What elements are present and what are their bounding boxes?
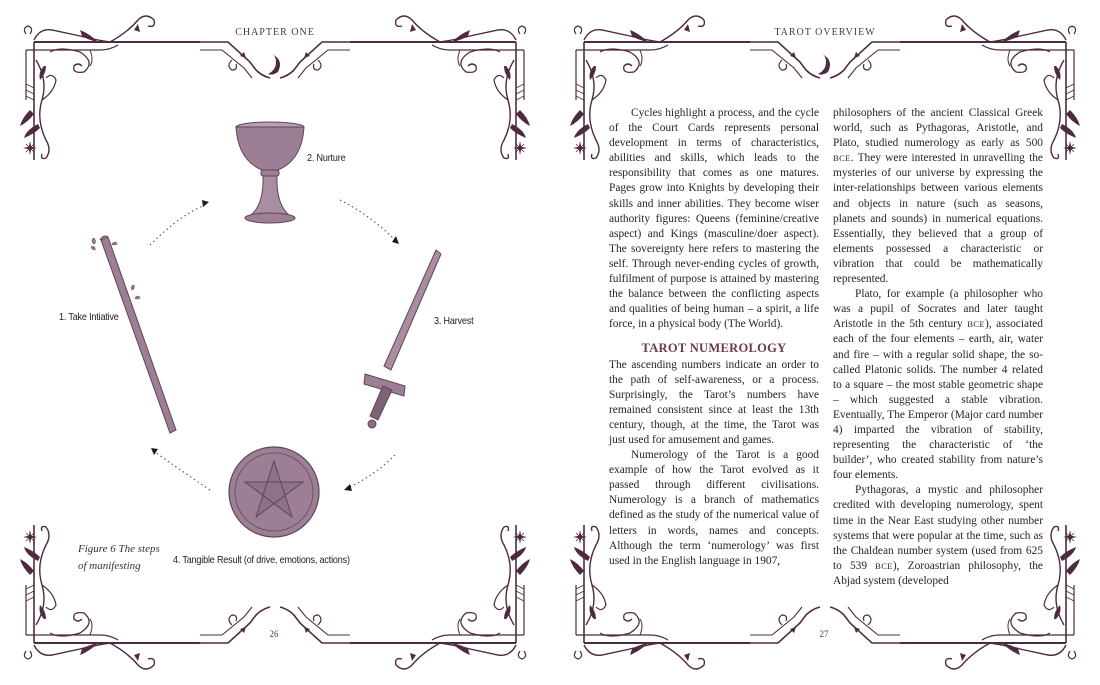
figure-caption <box>78 541 198 575</box>
step-label-harvest: 3. Harvest <box>434 315 474 327</box>
arrow-2-to-3 <box>340 200 395 240</box>
paragraph <box>833 106 1043 287</box>
figure-caption-line1: Figure 6 The steps <box>78 543 160 555</box>
era-abbreviation: BCE <box>833 153 851 164</box>
staff-icon <box>91 236 176 433</box>
text-run: ), Zoroastrian philosophy, the Abjad system (developed <box>833 559 1043 587</box>
chalice-icon <box>236 122 304 223</box>
paragraph: The ascending numbers indicate an order to the path of self-awareness, or a process. Surprisingly, the Tarot’s numbers have remained consistent since at least the 13th century, though, at the time, the Tarot was just used for amusement and games. <box>609 358 819 446</box>
paragraph <box>833 483 1043 589</box>
era-abbreviation: BCE <box>967 319 985 330</box>
paragraph: Numerology of the Tarot is a good example of how the Tarot evolved as it passed through different civilisations. Numerology is a branch of mathematics defined as the study of the numerical value of letters in words, names and concepts. Although the term ‘numerology’ was first used in the English language in 1907, <box>609 449 819 567</box>
arrow-4-to-1 <box>155 452 210 490</box>
figure-caption-line2: of manifesting <box>78 560 141 572</box>
step-label-take-initiative: 1. Take Intiative <box>59 311 119 323</box>
text-run: ), associated each of the four elements – earth, air, water and fire – with a regular solid shape, the so-called Platonic solids. The number 4 related to a square – the most stable geometric shape – which suggested a stable vibration. Eventually, The Emperor (Major card number 4) imparted the vibration of stability, representing the characteristic of ‘the builder’, who created stability from nature’s four elements. <box>833 318 1043 482</box>
arrowhead-icon <box>202 200 209 207</box>
text-column-1 <box>609 106 819 569</box>
page-number: 27 <box>819 629 829 639</box>
paragraph: Cycles highlight a process, and the cycle of the Court Cards represents personal development in terms of characteristics, abilities and skills, which leads to the responsibility that comes as one matures. Pages grow into Knights by developing their skills and inner abilities. They become wiser authority figures: Queens (feminine/creative aspect) and Kings (masculine/doer aspect). The sovereignty here refers to mastering the self. Through never-ending cycles of growth, fulfilment of purpose is attained by mastering the balance between the conflicting aspects and qualities of being human – a spirit, a life force, in a physical body (The World). <box>609 107 819 331</box>
step-label-tangible-result: 4. Tangible Result (of drive, emotions, actions) <box>173 554 350 566</box>
arrowhead-icon <box>344 484 352 491</box>
right-page <box>550 0 1100 685</box>
text-column-2 <box>833 106 1043 589</box>
running-head: CHAPTER ONE <box>235 27 315 38</box>
crescent-moon-icon <box>818 54 830 75</box>
arrowhead-icon <box>392 236 399 244</box>
running-head: TAROT OVERVIEW <box>774 27 876 38</box>
section-heading: TAROT NUMEROLOGY <box>641 341 787 356</box>
arrow-1-to-2 <box>150 205 205 245</box>
step-label-nurture: 2. Nurture <box>307 152 346 164</box>
text-run: Pythagoras, a mystic and philosopher credited with developing numerology, spent time in the Near East studying other number systems that were popular at the time, such as the Chaldean number system (used from 625 to 539 <box>833 484 1043 572</box>
text-run: Plato, for example (a philosopher who was a pupil of Socrates and later taught Aristotle in the 5th century <box>833 288 1043 331</box>
page-number: 26 <box>269 629 279 639</box>
sword-icon <box>364 250 441 428</box>
text-run: . They were interested in unravelling the mysteries of our universe by expressing the inter-relationships between various elements and objects in nature (such as seasons, planets and sounds) in numerical equations. Essentially, they believed that a group of elements possessed a characteristic or vibration that could be mathematically represented. <box>833 152 1043 286</box>
text-run: philosophers of the ancient Classical Greek world, such as Pythagoras, Aristotle, and Plato, studied numerology as early as 500 <box>833 107 1043 150</box>
era-abbreviation: BCE <box>875 560 893 571</box>
paragraph <box>833 287 1043 483</box>
pentacle-icon <box>229 447 319 537</box>
arrow-3-to-4 <box>348 455 395 488</box>
